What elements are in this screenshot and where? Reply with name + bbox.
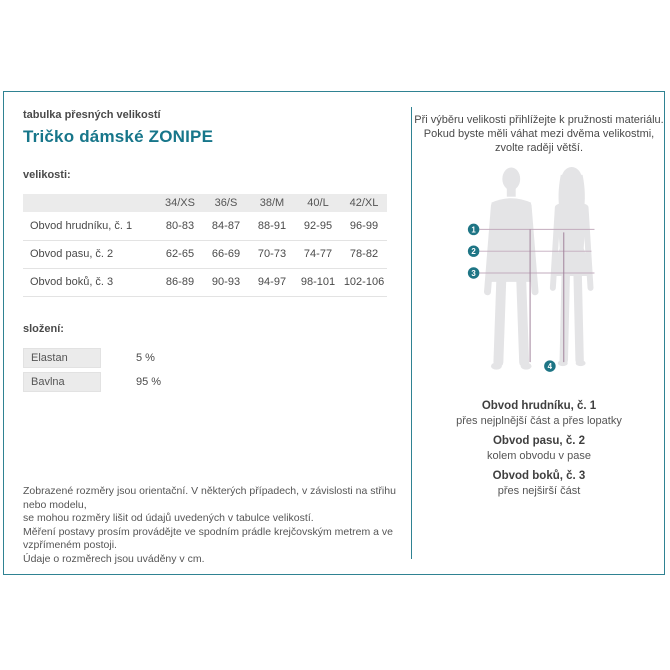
measure-item xyxy=(412,469,666,499)
table-row xyxy=(23,268,387,296)
left-column xyxy=(23,109,395,396)
disclaimer-line: Údaje o rozměrech jsou uváděny v cm. xyxy=(23,552,205,565)
size-table-header-row xyxy=(23,194,387,212)
table-row xyxy=(23,212,387,240)
size-advice-text xyxy=(412,113,666,155)
measuring-guide-panel xyxy=(411,107,666,559)
size-value: 94-97 xyxy=(249,268,295,296)
measure-description: kolem obvodu v pase xyxy=(487,450,591,462)
marker-3-number: 3 xyxy=(471,268,476,278)
size-column-header: 34/XS xyxy=(157,194,203,212)
measure-item xyxy=(412,399,666,429)
size-value: 84-87 xyxy=(203,212,249,240)
size-value: 96-99 xyxy=(341,212,387,240)
size-table-corner-cell xyxy=(23,194,157,212)
advice-line: Pokud byste měli váhat mezi dvěma velikostmi, xyxy=(423,128,655,140)
disclaimer-line: Zobrazené rozměry jsou orientační. V některých případech, v závislosti na střihu nebo modelu, xyxy=(23,485,396,511)
measure-title: Obvod pasu, č. 2 xyxy=(492,435,586,447)
size-value: 92-95 xyxy=(295,212,341,240)
composition-row xyxy=(23,372,395,392)
measure-title: Obvod boků, č. 3 xyxy=(492,470,586,482)
product-title: Tričko dámské ZONIPE xyxy=(23,127,214,146)
sizes-section-label: velikosti: xyxy=(23,169,71,181)
size-table xyxy=(23,194,387,297)
marker-1-number: 1 xyxy=(471,225,476,235)
size-value: 88-91 xyxy=(249,212,295,240)
measure-description: přes nejširší část xyxy=(497,485,581,497)
measure-description: přes nejplnější část a přes lopatky xyxy=(456,415,622,427)
size-value: 66-69 xyxy=(203,240,249,268)
size-value: 78-82 xyxy=(341,240,387,268)
row-label: Obvod hrudníku, č. 1 xyxy=(23,212,157,240)
measure-definitions xyxy=(412,399,666,499)
content-frame xyxy=(3,91,665,575)
size-value: 62-65 xyxy=(157,240,203,268)
size-value: 70-73 xyxy=(249,240,295,268)
table-row xyxy=(23,240,387,268)
size-value: 90-93 xyxy=(203,268,249,296)
measure-item xyxy=(412,434,666,464)
size-column-header: 40/L xyxy=(295,194,341,212)
composition-section xyxy=(23,323,395,392)
body-measurement-diagram xyxy=(454,165,624,383)
male-silhouette xyxy=(487,167,535,369)
measure-title: Obvod hrudníku, č. 1 xyxy=(481,400,597,412)
row-label: Obvod boků, č. 3 xyxy=(23,268,157,296)
material-percent: 95 % xyxy=(136,375,162,388)
advice-line: Při výběru velikosti přihlížejte k pružnosti materiálu. xyxy=(414,114,664,126)
advice-line: zvolte raději větší. xyxy=(494,142,584,154)
size-column-header: 38/M xyxy=(249,194,295,212)
material-name: Elastan xyxy=(23,348,101,368)
size-value: 74-77 xyxy=(295,240,341,268)
composition-section-label: složení: xyxy=(23,322,64,335)
material-percent: 5 % xyxy=(136,351,155,364)
silhouettes-figure xyxy=(454,165,624,378)
material-name: Bavlna xyxy=(23,372,101,392)
measurement-disclaimer xyxy=(23,485,403,566)
composition-row xyxy=(23,348,395,368)
size-value: 102-106 xyxy=(341,268,387,296)
female-silhouette xyxy=(553,167,591,366)
marker-4-number: 4 xyxy=(547,362,553,372)
size-value: 86-89 xyxy=(157,268,203,296)
size-column-header: 36/S xyxy=(203,194,249,212)
size-value: 98-101 xyxy=(295,268,341,296)
table-eyebrow: tabulka přesných velikostí xyxy=(23,109,161,121)
size-value: 80-83 xyxy=(157,212,203,240)
disclaimer-line: Měření postavy prosím provádějte ve spodním prádle krejčovským metrem a ve vzpřímeném postoji. xyxy=(23,525,393,551)
marker-2-number: 2 xyxy=(471,247,476,257)
disclaimer-line: se mohou rozměry lišit od údajů uvedených v tabulce velikostí. xyxy=(23,512,314,524)
size-column-header: 42/XL xyxy=(341,194,387,212)
row-label: Obvod pasu, č. 2 xyxy=(23,240,157,268)
